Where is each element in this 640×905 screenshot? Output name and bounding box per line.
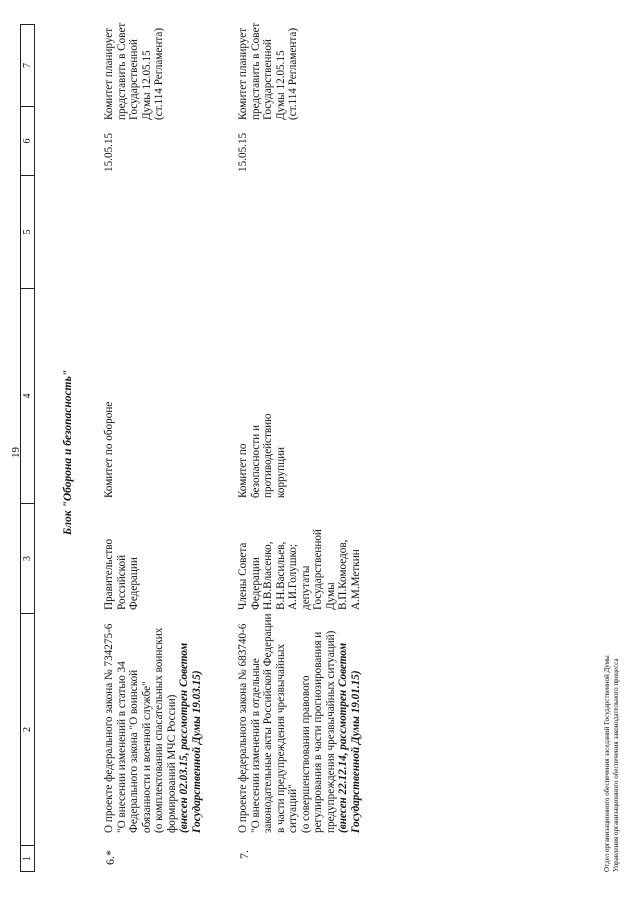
bill-title-line: предупреждения чрезвычайных ситуаций) (324, 630, 337, 833)
plan-line: Думы 12.05.15 (274, 50, 287, 120)
initiator-line: Думы (324, 582, 337, 610)
review-date: 15.05.15 (237, 132, 249, 172)
column-header-7: 7 (21, 25, 34, 107)
bill-title-line: законодательные акты Российской Федерации (262, 613, 274, 833)
committee-line: Комитет по обороне (103, 401, 115, 498)
bill-note-line: (внесен 22.12.14, рассмотрен Советом (337, 642, 349, 833)
bill-title-line: (о совершенствовании правового (299, 675, 312, 833)
bill-description (103, 618, 203, 833)
plan-line: Комитет планирует (103, 27, 115, 120)
responsible-committee (237, 298, 287, 498)
bill-title-line: регулирования в части прогнозирования и (312, 631, 324, 833)
plan-line: представить в Совет (115, 22, 128, 120)
initiator-line: В.Н.Васильев, (274, 541, 287, 610)
column-header-3: 3 (21, 504, 34, 614)
bill-title-line: формирований МЧС России) (165, 694, 178, 833)
bill-title-line: "О внесении изменений в статью 34 (115, 661, 128, 833)
plan-line: (ст.114 Регламента) (153, 27, 165, 120)
plan-line: Государственной (128, 39, 140, 120)
table-header-row (20, 24, 35, 872)
plan-line: (ст.114 Регламента) (287, 27, 299, 120)
bill-title-line: "О внесении изменений в отдельные (249, 658, 262, 833)
bill-note-line: Государственной Думы 19.03.15) (190, 670, 203, 833)
bill-title-line: ситуаций" (287, 784, 299, 833)
committee-line: Комитет по (237, 443, 249, 498)
initiator-line: Н.В.Власенко, (262, 541, 274, 610)
plan-line: Государственной (262, 39, 274, 120)
initiator-line: А.М.Меткин (349, 549, 362, 610)
column-header-4: 4 (21, 289, 34, 504)
plan-line: Думы 12.05.15 (140, 50, 153, 120)
initiator-line: Российской (115, 554, 128, 610)
committee-line: коррупции (274, 446, 287, 498)
bill-title-line: в части предупреждения чрезвычайных (274, 643, 287, 833)
page-number: 19 (10, 447, 22, 458)
bill-description (237, 615, 362, 833)
initiator-line: депутаты (299, 565, 312, 610)
initiator-line: В.П.Комоедов, (337, 539, 349, 610)
bill-title-line: обязанности и военной службе" (140, 681, 153, 833)
column-header-1: 1 (22, 856, 33, 861)
row-number: 7. (237, 850, 251, 859)
bill-title-line: О проекте федерального закона № 734275-6 (103, 623, 115, 833)
bill-initiator (103, 505, 141, 610)
initiator-line: Правительство (103, 538, 115, 610)
committee-plan (103, 24, 166, 120)
column-header-6: 6 (21, 107, 34, 176)
footer-line: Отдел организационного обеспечения заседаний Государственной Думы (603, 655, 611, 872)
initiator-line: Федерации (128, 557, 140, 610)
bill-title-line: (о комплектовании спасательных воинских (153, 627, 165, 833)
committee-line: безопасности и (249, 425, 262, 498)
responsible-committee (103, 298, 116, 498)
block-title: Блок "Оборона и безопасность" (62, 369, 74, 536)
plan-line: Комитет планирует (237, 27, 249, 120)
footer-line: Управления организационного обеспечения законодательного процесса (611, 658, 620, 872)
bill-title-line: О проекте федерального закона № 683740-6 (237, 623, 249, 833)
bill-note-line: Государственной Думы 19.01.15) (349, 670, 362, 833)
document-footer (603, 272, 620, 872)
initiator-line: Члены Совета (237, 542, 249, 610)
committee-plan (237, 24, 300, 120)
initiator-line: Федерации (249, 557, 262, 610)
bill-note-line: (внесен 02.03.15, рассмотрен Советом (178, 642, 190, 833)
initiator-line: Государственной (312, 529, 324, 610)
plan-line: представить в Совет (249, 22, 262, 120)
row-number: 6.* (103, 850, 117, 865)
committee-line: противодействию (262, 413, 274, 498)
bill-initiator (237, 505, 362, 610)
review-date: 15.05.15 (103, 132, 115, 172)
column-header-2: 2 (21, 614, 34, 846)
column-header-5: 5 (21, 176, 34, 289)
bill-title-line: Федерального закона "О воинской (128, 669, 140, 833)
initiator-line: А.И.Голушко; (287, 543, 299, 610)
